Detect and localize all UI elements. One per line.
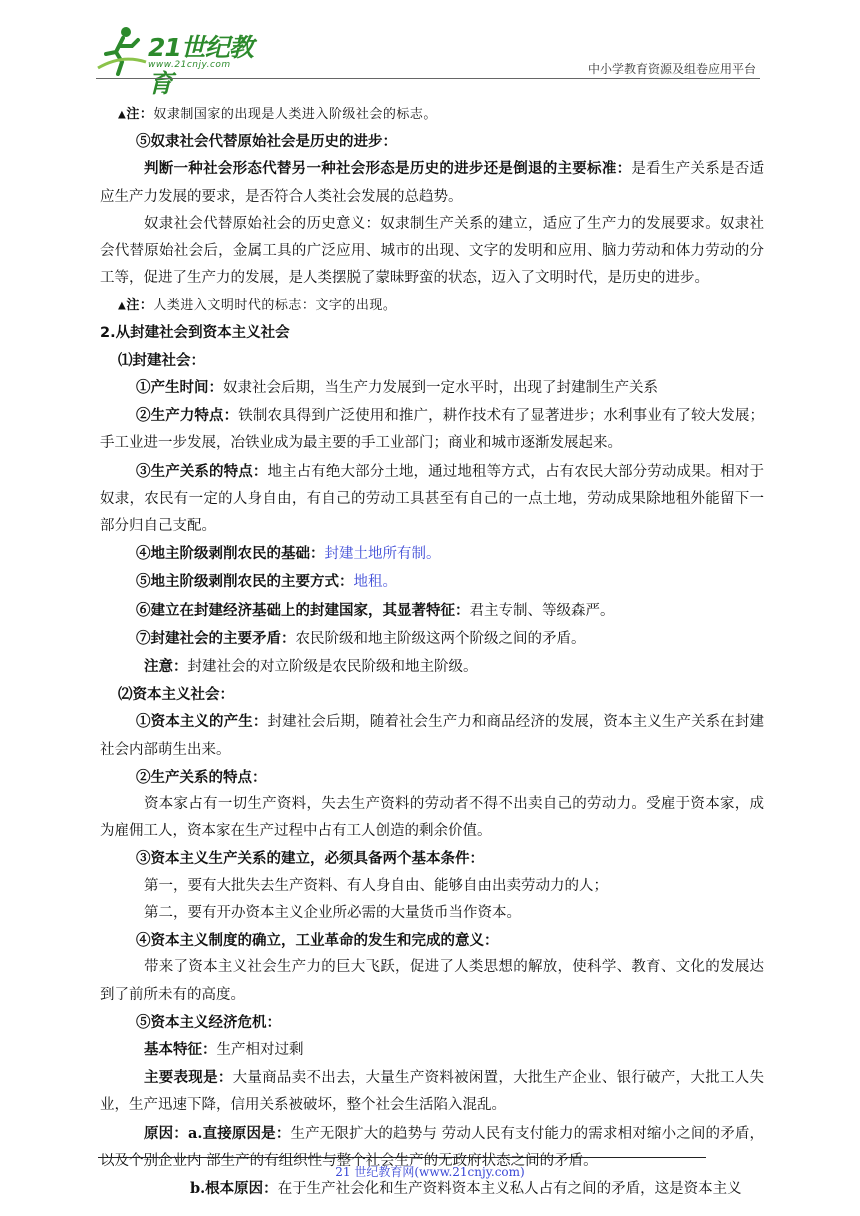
item-label: ②生产力特点： <box>136 407 239 425</box>
list-item <box>100 402 764 457</box>
paragraph: 第二，要有开办资本主义企业所必需的大量货币当作资本。 <box>144 904 521 921</box>
term-label: 奴隶社会代替原始社会的历史意义 <box>144 215 366 232</box>
item-text: 奴隶社会后期，当生产力发展到一定水平时，出现了封建制生产关系 <box>223 380 658 397</box>
term-label: 判断一种社会形态代替另一种社会形态是历史的进步还是倒退的主要标准： <box>144 160 632 178</box>
footer-divider <box>98 1157 706 1158</box>
list-item <box>100 458 764 541</box>
item-text: 地主占有绝大部分土地，通过地租等方式，占有农民大部分劳动成果。相对于奴隶，农民有一定的人身自由，有自己的劳动工具甚至有自己的一点土地，劳动成果除地租外能留下一部分归自己支配。 <box>100 463 765 535</box>
logo-text: 21世纪教育 <box>148 33 253 98</box>
note-line <box>100 653 764 681</box>
section-heading: 2.从封建社会到资本主义社会 <box>100 324 290 341</box>
item-label: ④地主阶级剥削农民的基础： <box>136 545 325 563</box>
item-text: 铁制农具得到广泛使用和推广，耕作技术有了显著进步；水利事业有了较大发展；手工业进一步发展，冶铁业成为最主要的手工业部门；商业和城市逐渐发展起来。 <box>100 408 764 452</box>
term-label: b.根本原因： <box>190 1179 278 1197</box>
term-label: 基本特征： <box>144 1040 217 1058</box>
item-label: 注意： <box>144 658 188 676</box>
term-text: 在于生产社会化和生产资料资本主义私人占有之间的矛盾，这是资本主义 <box>277 1180 742 1197</box>
term-label: a.直接原因是： <box>187 1124 291 1142</box>
list-item <box>100 568 764 596</box>
list-item-heading: ⑤资本主义经济危机： <box>136 1013 281 1031</box>
item-text: 封建社会后期，随着社会生产力和商品经济的发展，资本主义生产关系在封建社会内部萌生出来。 <box>100 714 765 758</box>
list-item <box>100 708 764 763</box>
item-label: ⑦封建社会的主要矛盾： <box>136 629 296 647</box>
paragraph: 带来了资本主义社会生产力的巨大飞跃，促进了人类思想的解放，使科学、教育、文化的发展达到了前所未有的高度。 <box>100 959 764 1003</box>
item-text: 封建社会的对立阶级是农民阶级和地主阶级。 <box>187 659 478 676</box>
list-item-heading: ②生产关系的特点： <box>136 768 267 786</box>
list-item <box>100 625 764 653</box>
site-logo <box>96 22 276 98</box>
item-text: 君主专制、等级森严。 <box>469 602 615 619</box>
list-item <box>100 597 764 625</box>
subheading: ⑤奴隶社会代替原始社会是历史的进步： <box>136 133 397 151</box>
term-text: 大量商品卖不出去，大量生产资料被闲置，大批生产企业、银行破产，大批工人失业，生产迅速下降，信用关系被破坏，整个社会生活陷入混乱。 <box>100 1070 764 1114</box>
term-text: 生产相对过剩 <box>216 1041 304 1058</box>
footer-link[interactable]: 21 世纪教育网(www.21cnjy.com) <box>335 1165 525 1179</box>
item-label: ⑥建立在封建经济基础上的封建国家，其显著特征： <box>136 601 470 619</box>
paragraph <box>100 1064 764 1119</box>
note-label: ▲注： <box>118 298 154 314</box>
term-label: 主要表现是： <box>144 1069 233 1087</box>
item-text: 农民阶级和地主阶级这两个阶级之间的矛盾。 <box>295 630 586 647</box>
note-paragraph <box>100 101 764 128</box>
item-label: ①资本主义的产生： <box>136 713 268 731</box>
item-label: ①产生时间： <box>136 379 223 397</box>
document-body <box>100 101 764 1203</box>
paragraph: 资本家占有一切生产资料，失去生产资料的劳动者不得不出卖自己的劳动力。受雇于资本家，成为雇佣工人，资本家在生产过程中占有工人创造的剩余价值。 <box>100 796 764 840</box>
runner-icon <box>96 24 148 76</box>
list-item-heading: ④资本主义制度的确立，工业革命的发生和完成的意义： <box>136 932 499 950</box>
list-item <box>100 540 764 568</box>
paragraph: 第一，要有大批失去生产资料、有人身自由、能够自由出卖劳动力的人； <box>144 877 608 894</box>
note-paragraph <box>100 292 764 319</box>
paragraph <box>100 155 764 210</box>
list-item-heading: ③资本主义生产关系的建立，必须具备两个基本条件： <box>136 850 484 868</box>
item-text: 地租。 <box>353 574 397 591</box>
note-text: 奴隶制国家的出现是人类进入阶级社会的标志。 <box>153 107 437 122</box>
platform-name: 中小学教育资源及组卷应用平台 <box>587 62 756 76</box>
term-text: 是看生产关系是否适应生产力发展的要求，是否符合人类社会发展的总趋势。 <box>100 161 765 205</box>
subsection-heading: ⑴封建社会： <box>118 351 205 369</box>
paragraph <box>100 1036 764 1064</box>
logo-url: www.21cnjy.com <box>148 60 231 70</box>
note-text: 人类进入文明时代的标志：文字的出现。 <box>153 298 397 314</box>
item-label: ⑤地主阶级剥削农民的主要方式： <box>136 573 354 591</box>
item-label: ③生产关系的特点： <box>136 462 268 480</box>
page-header <box>96 22 760 98</box>
item-text: 封建土地所有制。 <box>324 546 441 563</box>
list-item <box>100 374 764 402</box>
term-text: ：奴隶制生产关系的建立，适应了生产力的发展要求。奴隶社会代替原始社会后，金属工具的广泛应用、城市的出现、文字的发明和应用、脑力劳动和体力劳动的分工等，促进了生产力的发展，是人类摆脱了蒙昧野蛮的状态，迈入了文明时代，是历史的进步。 <box>100 215 765 287</box>
subsection-heading: ⑵资本主义社会： <box>118 686 234 704</box>
term-text: 生产无限扩大的趋势与 劳动人民有支付能力的需求相对缩小之间的矛盾，以及个别企业内 部生产的有组织性与整个社会生产的无政府状态之间的矛盾。 <box>100 1125 764 1169</box>
note-label: ▲注： <box>118 107 154 122</box>
paragraph <box>100 211 764 293</box>
term-label: 原因： <box>144 1124 188 1142</box>
header-divider <box>96 78 760 79</box>
